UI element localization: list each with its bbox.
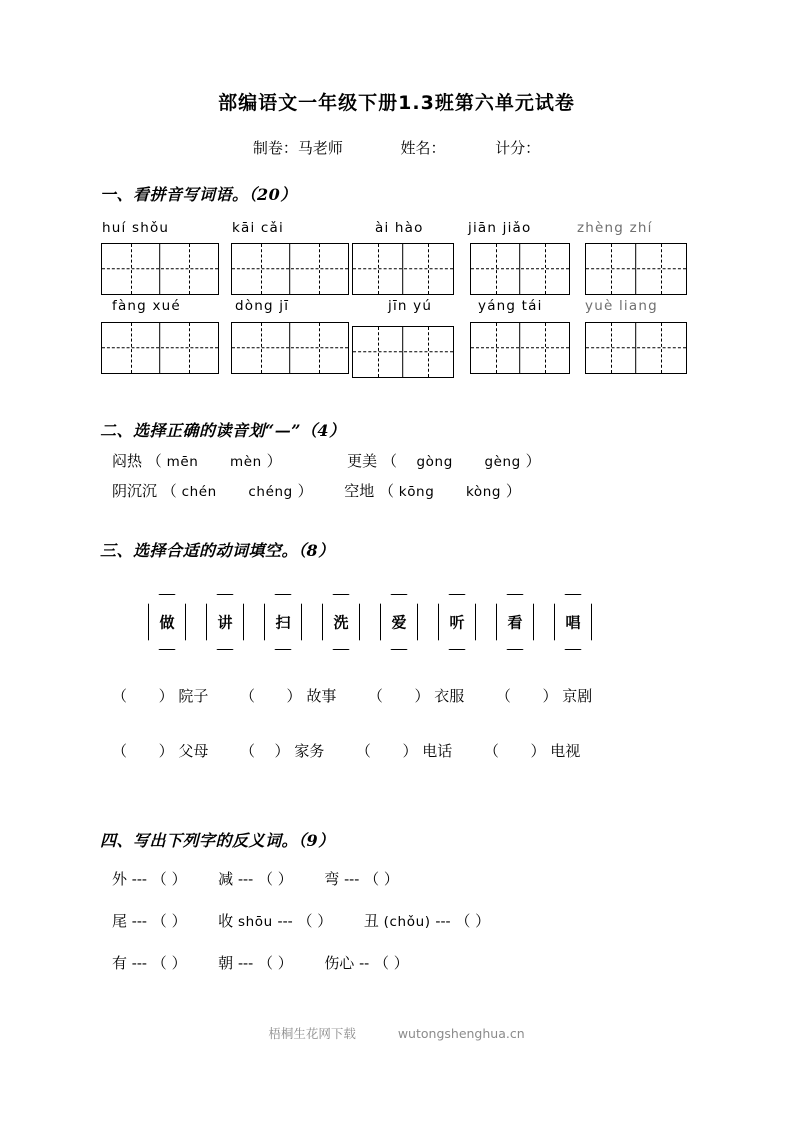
antonym-dash-6: ---: [435, 912, 451, 930]
blank-paren-open: （: [483, 742, 499, 760]
antonym-dash-4: ---: [131, 912, 148, 930]
reading-word-1: 闷热: [112, 452, 143, 470]
antonym-blank-3[interactable]: （ ）: [364, 870, 399, 888]
tianzige-dash-h: [471, 347, 569, 348]
pinyin-label-4: jiān jiǎo: [468, 220, 532, 236]
section-four-heading: 四、写出下列字的反义词。（9）: [100, 831, 335, 850]
antonym-blank-6[interactable]: （ ）: [455, 912, 491, 930]
antonym-blank-4[interactable]: （ ）: [151, 912, 187, 930]
tianzige-dash-h: [102, 268, 218, 269]
verb-chip-8[interactable]: [554, 594, 592, 650]
reading-option-3b[interactable]: chéng: [248, 484, 293, 500]
antonym-dash-5: ---: [277, 912, 293, 930]
pinyin-label-9: yáng tái: [478, 298, 543, 314]
reading-word-2: 更美: [347, 452, 378, 470]
paper-maker-label: 制卷：马老师: [252, 139, 343, 157]
paren-open-1: （: [146, 452, 162, 470]
tianzige-dash-h: [353, 268, 453, 269]
pinyin-label-5: zhèng zhí: [577, 220, 653, 236]
verb-chip-1[interactable]: [148, 594, 186, 650]
reading-option-2a[interactable]: gòng: [416, 454, 453, 470]
footer-site-url: wutongshenghua.cn: [397, 1026, 525, 1041]
paren-close-3: ）: [297, 482, 313, 500]
antonym-pinyin-6: (chǒu): [383, 914, 431, 930]
pinyin-label-3: ài hào: [375, 220, 424, 236]
antonym-word-1: 外: [112, 870, 128, 888]
antonym-dash-8: ---: [237, 954, 254, 972]
pinyin-label-10: yuè liang: [585, 298, 658, 314]
verb-chip-label: 看: [507, 613, 523, 632]
antonym-blank-5[interactable]: （ ）: [297, 912, 333, 930]
tianzige-dash-h: [102, 347, 218, 348]
tianzige-group-6[interactable]: [101, 322, 219, 374]
verb-chip-label: 爱: [391, 613, 407, 632]
blank-noun-3: 衣服: [434, 687, 465, 705]
reading-option-4b[interactable]: kòng: [465, 484, 502, 500]
reading-option-2b[interactable]: gèng: [484, 454, 521, 470]
pinyin-label-7: dòng jī: [235, 298, 290, 314]
antonym-word-6: 丑: [363, 912, 379, 930]
reading-option-4a[interactable]: kōng: [398, 484, 435, 500]
antonym-blank-2[interactable]: （ ）: [257, 870, 293, 888]
tianzige-group-1[interactable]: [101, 243, 219, 295]
pinyin-label-8: jīn yú: [388, 298, 433, 314]
paren-open-2: （: [381, 452, 397, 470]
blank-paren-open: （: [112, 742, 128, 760]
paper-meta-line: [0, 137, 793, 158]
blank-paren-open: （: [112, 687, 128, 705]
antonym-dash-9: --: [359, 954, 370, 972]
blank-noun-4: 京剧: [562, 687, 593, 705]
tianzige-dash-h: [232, 347, 348, 348]
paren-close-2: ）: [525, 452, 541, 470]
antonym-dash-3: ---: [344, 870, 360, 888]
antonym-word-5: 收: [218, 912, 234, 930]
verb-chip-label: 洗: [333, 613, 349, 632]
blank-paren-open: （: [495, 687, 511, 705]
reading-option-3a[interactable]: chén: [181, 484, 217, 500]
antonym-word-3: 弯: [324, 870, 340, 888]
blank-paren-close: ）: [530, 742, 546, 760]
reading-option-1a[interactable]: mēn: [166, 454, 199, 470]
blank-paren-open: （: [239, 742, 255, 760]
antonym-dash-7: ---: [131, 954, 148, 972]
reading-choice-row-2[interactable]: [112, 480, 521, 501]
antonym-row-2[interactable]: [112, 910, 490, 931]
blank-noun-1: 院子: [178, 687, 209, 705]
paren-open-3: （: [161, 482, 177, 500]
tianzige-group-8[interactable]: [352, 326, 454, 378]
antonym-word-8: 朝: [218, 954, 234, 972]
tianzige-group-10[interactable]: [585, 322, 687, 374]
reading-word-3: 阴沉沉: [112, 482, 158, 500]
score-label: 计分：: [495, 139, 541, 157]
antonym-row-3[interactable]: [112, 952, 409, 973]
blank-paren-close: ）: [414, 687, 430, 705]
verb-chip-4[interactable]: [322, 594, 360, 650]
reading-option-1b[interactable]: mèn: [229, 454, 262, 470]
antonym-blank-7[interactable]: （ ）: [151, 954, 187, 972]
page-title: 部编语文一年级下册1.3班第六单元试卷: [218, 92, 575, 114]
tianzige-dash-h: [586, 268, 686, 269]
verb-blank-row-1[interactable]: [112, 685, 592, 706]
verb-chip-5[interactable]: [380, 594, 418, 650]
tianzige-group-5[interactable]: [585, 243, 687, 295]
blank-paren-close: ）: [158, 742, 174, 760]
antonym-blank-9[interactable]: （ ）: [374, 954, 409, 972]
antonym-word-9: 伤心: [324, 954, 355, 972]
blank-paren-open: （: [355, 742, 371, 760]
antonym-dash-1: ---: [131, 870, 148, 888]
blank-noun-8: 电视: [550, 742, 581, 760]
blank-paren-open: （: [239, 687, 255, 705]
tianzige-group-4[interactable]: [470, 243, 570, 295]
antonym-pinyin-5: shōu: [237, 914, 273, 930]
section-two-heading: 二、选择正确的读音划“—”（4）: [100, 421, 346, 440]
tianzige-dash-h: [353, 351, 453, 352]
pinyin-label-1: huí shǒu: [102, 220, 170, 236]
verb-blank-row-2[interactable]: [112, 740, 580, 761]
footer-site-name-cn: 梧桐生花网下载: [268, 1026, 356, 1041]
pinyin-label-6: fàng xué: [112, 298, 181, 314]
reading-word-4: 空地: [344, 482, 375, 500]
verb-chip-7[interactable]: [496, 594, 534, 650]
blank-paren-close: ）: [274, 742, 290, 760]
section-three-heading: 三、选择合适的动词填空。（8）: [100, 541, 335, 560]
verb-chip-label: 做: [159, 613, 175, 632]
blank-noun-6: 家务: [294, 742, 325, 760]
antonym-dash-2: ---: [237, 870, 254, 888]
blank-paren-close: ）: [286, 687, 302, 705]
verb-chip-label: 听: [449, 613, 465, 632]
verb-chip-2[interactable]: [206, 594, 244, 650]
blank-paren-close: ）: [402, 742, 418, 760]
blank-noun-2: 故事: [306, 687, 337, 705]
tianzige-dash-h: [586, 347, 686, 348]
paren-open-4: （: [378, 482, 394, 500]
blank-paren-close: ）: [158, 687, 174, 705]
antonym-blank-8[interactable]: （ ）: [257, 954, 293, 972]
tianzige-group-7[interactable]: [231, 322, 349, 374]
verb-chip-label: 唱: [565, 613, 581, 632]
tianzige-group-3[interactable]: [352, 243, 454, 295]
reading-choice-row-1[interactable]: [112, 450, 541, 471]
footer-watermark: [0, 1024, 793, 1042]
verb-chip-6[interactable]: [438, 594, 476, 650]
verb-chip-label: 扫: [275, 613, 291, 632]
student-name-label: 姓名：: [400, 139, 446, 157]
antonym-row-1[interactable]: [112, 868, 399, 889]
tianzige-dash-h: [232, 268, 348, 269]
paren-close-4: ）: [505, 482, 521, 500]
antonym-word-2: 减: [218, 870, 234, 888]
paren-close-1: ）: [266, 452, 282, 470]
antonym-word-4: 尾: [112, 912, 128, 930]
tianzige-dash-h: [471, 268, 569, 269]
antonym-word-7: 有: [112, 954, 128, 972]
verb-chip-3[interactable]: [264, 594, 302, 650]
verb-chip-label: 讲: [217, 613, 233, 632]
section-one-heading: 一、看拼音写词语。（20）: [100, 185, 297, 204]
tianzige-group-2[interactable]: [231, 243, 349, 295]
pinyin-label-2: kāi cǎi: [232, 220, 284, 236]
tianzige-group-9[interactable]: [470, 322, 570, 374]
antonym-blank-1[interactable]: （ ）: [151, 870, 187, 888]
blank-noun-7: 电话: [422, 742, 453, 760]
blank-paren-open: （: [367, 687, 383, 705]
blank-paren-close: ）: [542, 687, 558, 705]
blank-noun-5: 父母: [178, 742, 209, 760]
